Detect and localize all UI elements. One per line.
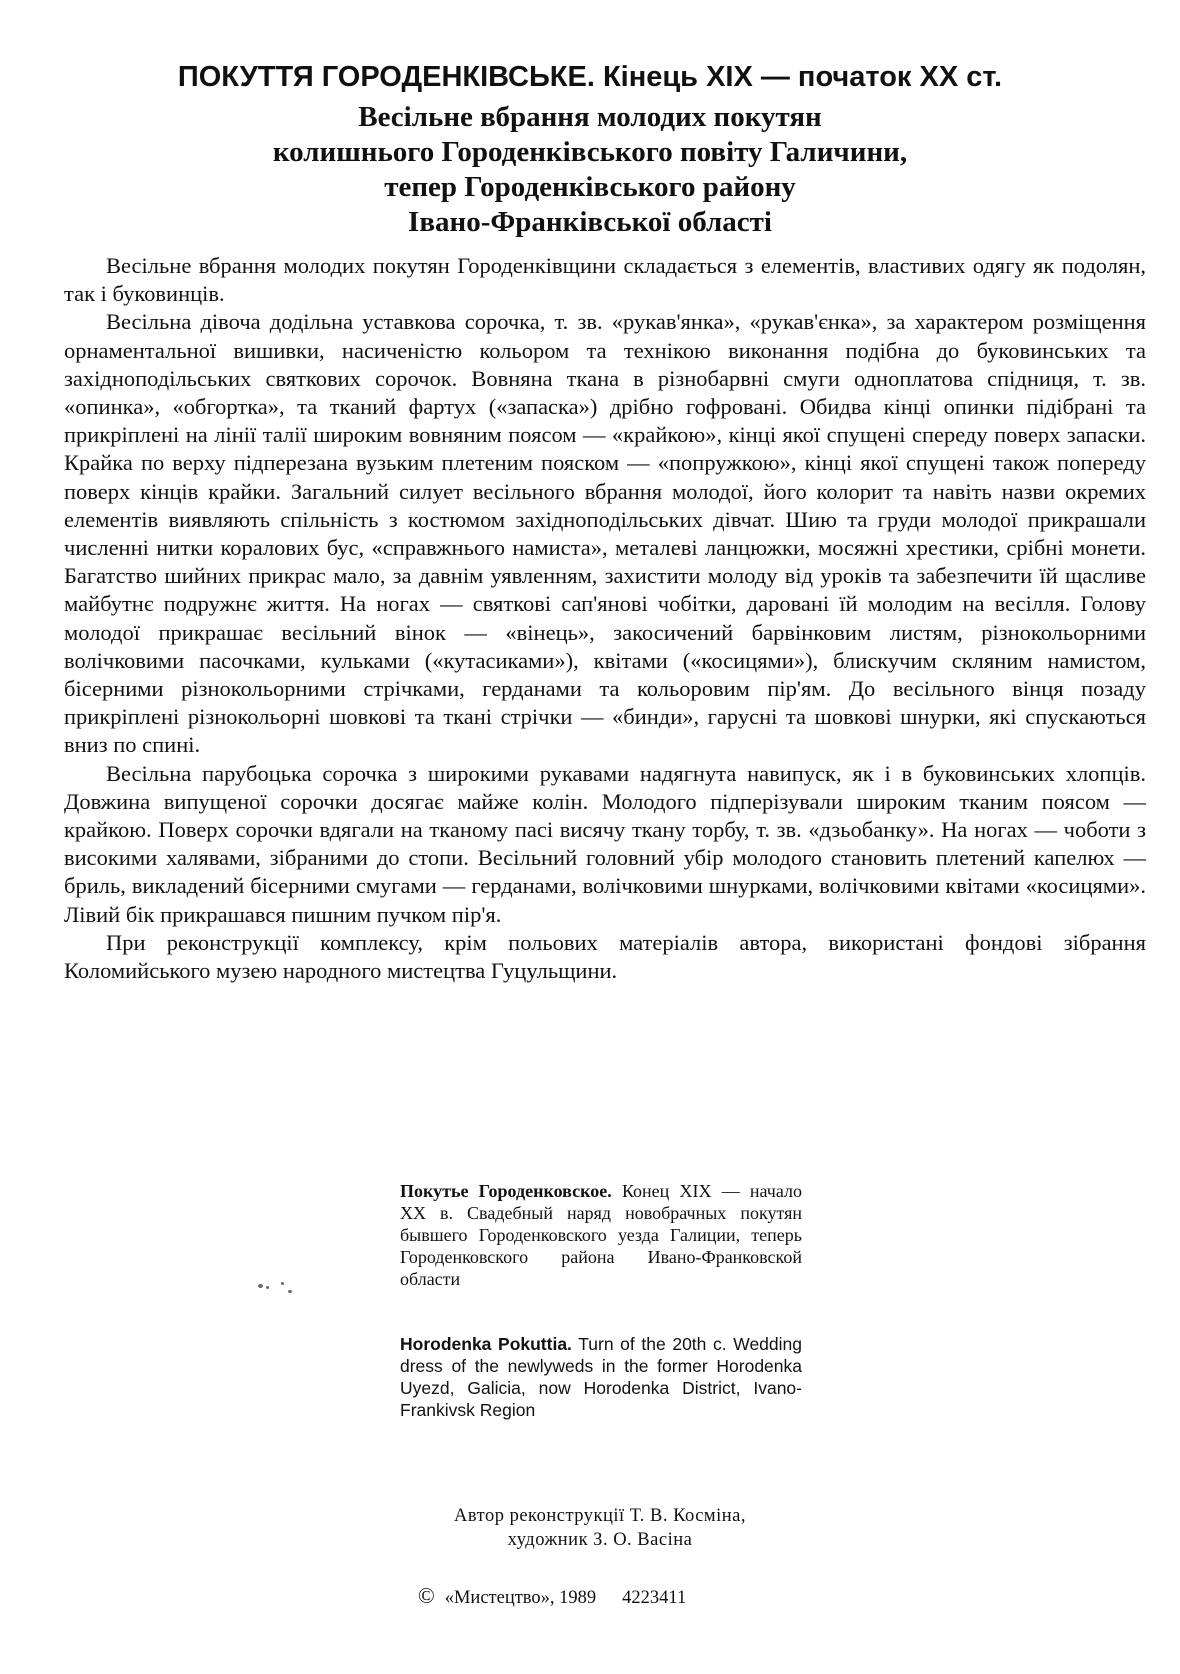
copyright-icon: © — [418, 1583, 435, 1608]
catalog-code: 4223411 — [622, 1588, 687, 1608]
artist-credit: художник З. О. Васiна — [507, 1530, 693, 1550]
print-speck — [266, 1286, 269, 1289]
english-caption-text: Turn of the 20th c. Wedding dress of the newlyweds in the former Horodenka Uyezd, Galicia, now Horodenka District, Ivano-Frankivsk Region — [400, 1334, 802, 1420]
print-speck — [258, 1284, 263, 1288]
copyright-line — [418, 1584, 838, 1610]
main-text — [64, 252, 1146, 985]
russian-caption — [400, 1180, 802, 1290]
paragraph: При реконструкції комплексу, крім польових матеріалів автора, використані фондові зібрання Коломийського музею народного мистецтва Гуцульщини. — [64, 929, 1146, 984]
subtitle-line: Івано-Франківської області — [408, 206, 772, 238]
page-subtitle — [80, 100, 1100, 240]
document-header — [80, 58, 1100, 240]
print-speck — [281, 1282, 284, 1285]
english-caption — [400, 1333, 802, 1421]
subtitle-line: Весільне вбрання молодих покутян — [358, 101, 822, 133]
english-caption-title: Horodenka Pokuttia. — [400, 1334, 572, 1354]
subtitle-line: тепер Городенківського району — [384, 171, 796, 203]
paragraph: Весільна дівоча додільна уставкова сорочка, т. зв. «рукав'янка», «рукав'єнка», за характером розміщення орнаментальної вишивки, насиченістю кольором та технікою виконання подібна до буковинських та західноподільських святкових сорочок. Вовняна ткана в різнобарвні смуги одноплатова спідниця, т. зв. «опинка», «обгортка», та тканий фартух («запаска») дрібно гофровані. Обидва кінці опинки підібрані та прикріплені на лінії талії широким вовняним поясом — «крайкою», кінці якої спущені спереду поверх запаски. Крайка по верху підперезана вузьким плетеним пояском — «попружкою», кінці якої спущені також попереду поверх кінців крайки. Загальний силует весільного вбрання молодої, його колорит та навіть назви окремих елементів виявляють спільність з костюмом західноподільських дівчат. Шию та груди молодої прикрашали численні нитки коралових бус, «справжнього намиста», металеві ланцюжки, мосяжні хрестики, срібні монети. Багатство шийних прикрас мало, за давнім уявленням, захистити молоду від уроків та забезпечити їй щасливе майбутнє подружнє життя. На ногах — святкові сап'янові чобітки, даровані їй молодим на весілля. Голову молодої прикрашає весільний вінок — «вінець», закосичений барвінковим листям, різнокольорними волічковими пасочками, кульками («кутасиками»), квітами («косицями»), блискучим скляним намистом, бісерними різнокольорними стрічками, герданами та кольоровим пір'ям. До весільного вінця позаду прикріплені різнокольорні шовкові та ткані стрічки — «бинди», гарусні та шовкові шнурки, які спускаються вниз по спині. — [64, 309, 1146, 758]
print-speck — [288, 1290, 292, 1293]
subtitle-line: колишнього Городенківського повіту Галичини, — [272, 136, 908, 168]
paragraph: Весільна парубоцька сорочка з широкими рукавами надягнута навипуск, як і в буковинських хлопців. Довжина випущеної сорочки досягає майже колін. Молодого підперізували широким тканим поясом — крайкою. Поверх сорочки вдягали на тканому пасі висячу ткану торбу, т. зв. «дзьобанку». На ногах — чоботи з високими халявами, зібраними до стопи. Весільний головний убір молодого становить плетений капелюх — бриль, викладений бісерними смугами — герданами, волічковими шнурками, волічковими квітами «косицями». Лівий бік прикрашався пишним пучком пір'я. — [64, 760, 1146, 927]
credits — [380, 1504, 820, 1552]
paragraph: Весільне вбрання молодих покутян Городенківщини складається з елементів, властивих одягу як подолян, так і буковинців. — [64, 253, 1146, 307]
russian-caption-text: Конец XIX — начало XX в. Свадебный наряд новобрачных покутян бывшего Городенковского уезда Галиции, теперь Городенковского района Ивано-Франковской области — [400, 1181, 802, 1289]
page-title: ПОКУТТЯ ГОРОДЕНКІВСЬКЕ. Кінець XIX — початок XX ст. — [177, 61, 1003, 93]
author-credit: Автор реконструкції Т. В. Космiна, — [453, 1506, 747, 1526]
publisher-text: «Мистецтво», 1989 — [444, 1588, 597, 1608]
russian-caption-title: Покутье Городенковское. — [400, 1181, 612, 1201]
